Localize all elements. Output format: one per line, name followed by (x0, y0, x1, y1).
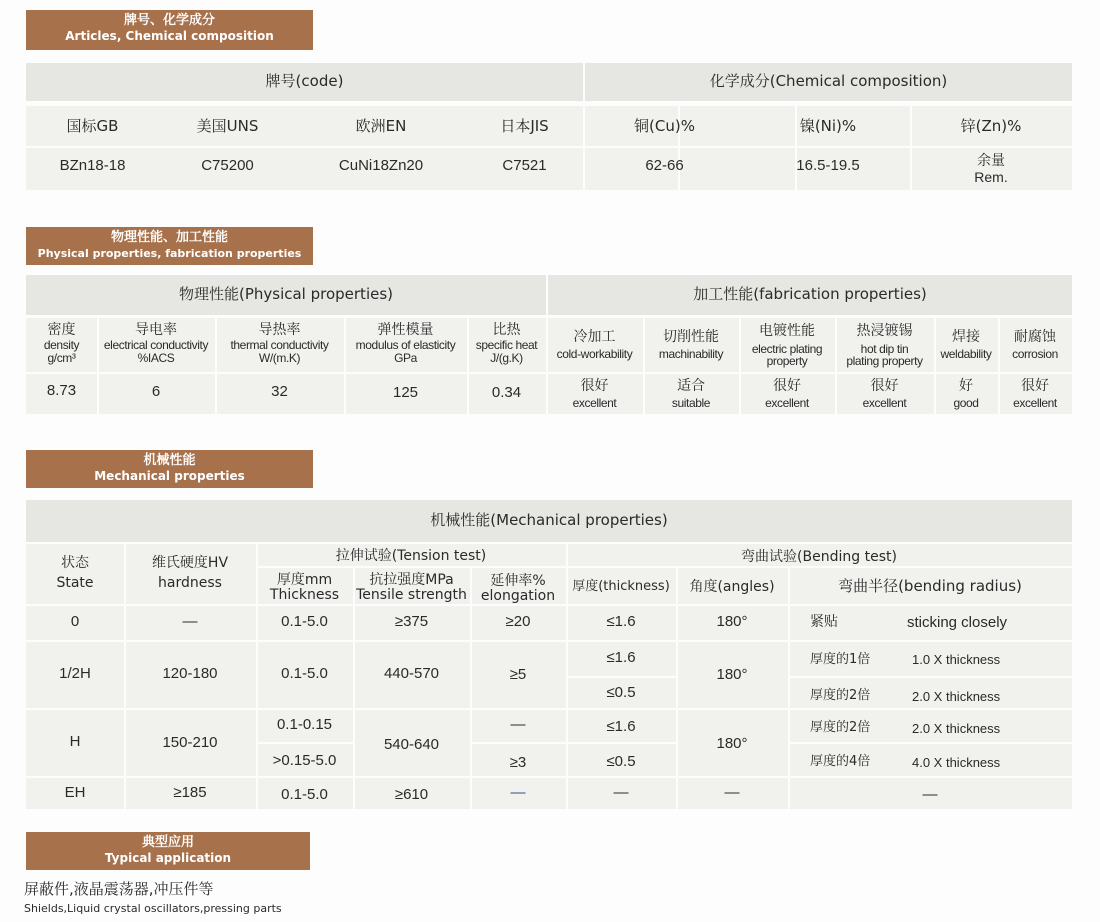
fab-tin-en2: plating property (846, 354, 923, 368)
col-bending-group: 弯曲试验(Bending test) (741, 549, 897, 565)
rowh-elongation-2: ≥3 (509, 754, 527, 771)
row0-hv: — (182, 613, 198, 630)
rowh-thickness-1: 0.1-0.15 (276, 716, 333, 733)
roweh-angle: — (724, 784, 740, 801)
value-zn-zh: 余量 (977, 153, 1005, 169)
row12h-radius-en-1: 1.0 X thickness (912, 652, 1001, 667)
col-elongation-en: elongation (480, 588, 556, 604)
fab-tin-en: hot dip tin (860, 342, 909, 356)
application-text-en: Shields,Liquid crystal oscillators,pressing parts (24, 902, 282, 915)
row0-tensile: ≥375 (394, 613, 429, 630)
row0-elongation: ≥20 (505, 613, 531, 630)
phys-modulus-value: 125 (392, 384, 419, 401)
fab-cold-value-zh: 很好 (580, 378, 609, 394)
phys-specific-heat-zh: 比热 (492, 322, 521, 338)
row12h-tensile: 440-570 (383, 665, 440, 682)
fab-machining-zh: 切削性能 (663, 329, 719, 345)
rowh-angle: 180° (716, 735, 748, 752)
phys-specific-heat-value: 0.34 (491, 384, 522, 401)
value-cu: 62-66 (645, 157, 684, 174)
col-thickness-zh: 厚度mm (276, 572, 333, 588)
phys-density-unit: g/cm³ (47, 351, 76, 365)
section3-title-en: Mechanical properties (94, 469, 245, 483)
value-zn-en: Rem. (974, 169, 1008, 185)
header-gb: 国标GB (66, 117, 119, 135)
phys-density-en: density (43, 338, 80, 352)
row0-thickness: 0.1-5.0 (281, 613, 328, 630)
row0-bend-thickness: ≤1.6 (606, 613, 636, 630)
col-state-en: State (56, 575, 94, 591)
header-uns: 美国UNS (196, 117, 259, 135)
fab-corrosion-value-en: excellent (1013, 396, 1057, 410)
phys-conductivity-zh: 导电率 (135, 322, 177, 338)
application-text-zh: 屏蔽件,液晶震荡器,冲压件等 (24, 880, 214, 898)
phys-thermal-unit: W/(m.K) (258, 351, 301, 365)
col-bend-thickness: 厚度(thickness) (572, 579, 670, 594)
phys-thermal-value: 32 (271, 383, 288, 400)
fab-machining-value-en: suitable (671, 396, 711, 410)
fab-plating-en2: property (766, 354, 808, 368)
rowh-bend-thickness-1: ≤1.6 (606, 718, 636, 735)
fab-machining-value-zh: 适合 (677, 378, 705, 394)
group-mech-label: 机械性能(Mechanical properties) (430, 511, 668, 529)
fab-machining-en: machinability (658, 347, 724, 361)
rowh-tensile: 540-640 (383, 736, 440, 753)
row12h-thickness: 0.1-5.0 (281, 665, 328, 682)
rowh-thickness-2: >0.15-5.0 (272, 752, 337, 769)
rowh-elongation-1: — (510, 716, 526, 733)
phys-specific-heat-en: specific heat (475, 338, 538, 352)
fab-plating-en: electric plating (751, 342, 823, 356)
section3-header (26, 450, 313, 488)
col-hv-en: hardness (158, 575, 222, 591)
roweh-hv: ≥185 (173, 784, 207, 801)
fab-tin-value-zh: 很好 (870, 378, 899, 394)
section4-header (26, 832, 310, 870)
fab-plating-value-zh: 很好 (773, 378, 801, 394)
phys-modulus-unit: GPa (394, 351, 417, 365)
row12h-bend-thickness-2: ≤0.5 (606, 684, 636, 701)
roweh-thickness: 0.1-5.0 (281, 786, 328, 803)
rowh-bend-thickness-2: ≤0.5 (606, 753, 636, 770)
section2-title-en: Physical properties, fabrication properties (37, 247, 302, 260)
row0-state: 0 (70, 613, 80, 630)
roweh-radius: — (922, 786, 938, 803)
rowh-state: H (69, 733, 81, 750)
row0-radius-en: sticking closely (907, 614, 1008, 631)
value-jis: C7521 (502, 157, 547, 174)
value-en: CuNi18Zn20 (338, 157, 424, 174)
fab-cold-value-en: excellent (572, 396, 617, 410)
col-hv-zh: 维氏硬度HV (151, 555, 229, 571)
col-elongation-zh: 延伸率% (490, 573, 546, 589)
fab-corrosion-en: corrosion (1012, 347, 1058, 361)
phys-density-value: 8.73 (46, 382, 77, 399)
fab-cold-zh: 冷加工 (573, 329, 616, 345)
row0-angle: 180° (716, 613, 748, 630)
value-ni: 16.5-19.5 (796, 157, 860, 174)
row12h-bend-thickness-1: ≤1.6 (606, 649, 636, 666)
header-ni: 镍(Ni)% (799, 117, 857, 135)
fab-corrosion-value-zh: 很好 (1021, 378, 1049, 394)
roweh-bend-thickness: — (613, 784, 629, 801)
phys-conductivity-unit: %IACS (137, 351, 175, 365)
section1-title-zh: 牌号、化学成分 (123, 13, 215, 28)
col-state-zh: 状态 (61, 555, 89, 571)
section2-header (26, 227, 313, 265)
roweh-state: EH (64, 784, 86, 801)
fab-weld-value-en: good (953, 396, 979, 410)
header-zn: 锌(Zn)% (960, 117, 1022, 135)
fab-weld-zh: 焊接 (952, 329, 980, 345)
fab-cold-en: cold-workability (556, 347, 633, 361)
row12h-radius-en-2: 2.0 X thickness (912, 689, 1001, 704)
rowh-radius-en-2: 4.0 X thickness (912, 755, 1001, 770)
phys-thermal-en: thermal conductivity (230, 338, 329, 352)
row12h-hv: 120-180 (162, 665, 218, 682)
fab-weld-en: weldability (940, 347, 992, 361)
row12h-radius-zh-2: 厚度的2倍 (810, 688, 871, 703)
group-chem-label: 化学成分(Chemical composition) (709, 72, 948, 90)
section4-title-en: Typical application (104, 851, 232, 865)
row12h-state: 1/2H (59, 665, 91, 682)
phys-specific-heat-unit: J/(g.K) (490, 351, 523, 365)
section1-header (26, 10, 313, 50)
group-fab-label: 加工性能(fabrication properties) (693, 285, 927, 303)
phys-thermal-zh: 导热率 (258, 322, 301, 338)
phys-conductivity-en: electrical conductivity (103, 338, 209, 352)
row0-radius-zh: 紧贴 (810, 614, 838, 630)
group-code-label: 牌号(code) (265, 72, 344, 90)
col-tensile-en: Tensile strength (356, 587, 467, 603)
fab-corrosion-zh: 耐腐蚀 (1014, 329, 1056, 345)
value-uns: C75200 (201, 157, 254, 174)
header-en: 欧洲EN (355, 117, 407, 135)
section2-title-zh: 物理性能、加工性能 (110, 230, 228, 245)
row12h-radius-zh-1: 厚度的1倍 (810, 652, 871, 667)
roweh-elongation: — (510, 784, 526, 801)
rowh-radius-en-1: 2.0 X thickness (912, 721, 1001, 736)
col-tensile-zh: 抗拉强度MPa (369, 572, 454, 588)
rowh-radius-zh-2: 厚度的4倍 (810, 754, 871, 769)
fab-plating-value-en: excellent (765, 396, 809, 410)
col-tension-group: 拉伸试验(Tension test) (335, 548, 487, 564)
section1-title-en: Articles, Chemical composition (65, 29, 274, 43)
col-bend-radius: 弯曲半径(bending radius) (838, 577, 1022, 595)
col-bend-angle: 角度(angles) (689, 579, 775, 595)
row12h-elongation: ≥5 (509, 666, 527, 683)
section3-title-zh: 机械性能 (143, 453, 196, 468)
row12h-angle: 180° (716, 666, 748, 683)
fab-weld-value-zh: 好 (959, 378, 973, 394)
rowh-radius-zh-1: 厚度的2倍 (810, 720, 871, 735)
rowh-hv: 150-210 (162, 734, 218, 751)
value-gb: BZn18-18 (59, 157, 126, 174)
phys-modulus-zh: 弹性模量 (377, 322, 434, 338)
fab-plating-zh: 电镀性能 (759, 323, 815, 339)
fab-tin-value-en: excellent (862, 396, 907, 410)
section4-title-zh: 典型应用 (141, 835, 194, 850)
roweh-tensile: ≥610 (394, 786, 429, 803)
phys-modulus-en: modulus of elasticity (355, 338, 456, 352)
header-cu: 铜(Cu)% (634, 117, 695, 135)
fab-tin-zh: 热浸镀锡 (856, 323, 913, 339)
group-phys-label: 物理性能(Physical properties) (178, 285, 394, 303)
phys-density-zh: 密度 (47, 322, 76, 338)
col-thickness-en: Thickness (269, 587, 340, 603)
phys-conductivity-value: 6 (151, 383, 161, 400)
header-jis: 日本JIS (500, 117, 549, 135)
